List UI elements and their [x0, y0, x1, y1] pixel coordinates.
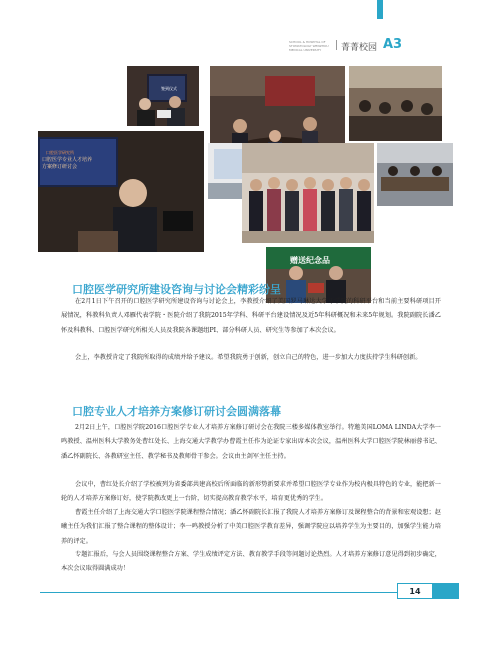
photo-group	[242, 143, 374, 243]
photo-caption-gift: 赠送纪念品	[290, 256, 330, 265]
header-institution-text: SCHOOL & HOSPITAL OF STOMATOLOGY WENZHOU MEDICAL UNIVERSITY	[289, 40, 329, 52]
photo-signing-ceremony-image	[127, 66, 199, 126]
photo-signing-ceremony	[127, 66, 199, 126]
article-2-paragraph-1: 2月2日上午，口腔医学院2016口腔医学专业人才培养方案修订研讨会在我院三楼多媒体教室举行。特邀美国LOMA LINDA大学李一鸣教授、温州医科大学教务处曹红处长、上海交通大学教学办曹霞主任作为论证专家出席本次会议，温州医科大学口腔医学院林丽蓉书记、潘乙怀副院长、各教研室主任、教学秘书及教师骨干参会。会议由主剑军主任主持。	[61, 424, 441, 460]
footer-page-number: 14	[409, 587, 421, 596]
photo-meeting-table-image	[377, 143, 453, 206]
article-2-heading: 口腔专业人才培养方案修订研讨会圆满落幕	[72, 405, 281, 418]
header-section-title: 菁菁校园	[341, 43, 378, 53]
header-accent-tab	[377, 0, 383, 19]
photo-group-image	[242, 143, 374, 243]
header-page-code: A3	[383, 37, 403, 52]
article-2-paragraph-2: 会议中，曹红处长介绍了学校被列为省委部共建高校后所面临的新形势新要求并希望口腔医学专业作为校内极具特色的专业，能把新一轮的人才培养方案修订好，使学院教改更上一台阶，切实提高教育教学水平，培育更优秀的学生。	[61, 481, 441, 503]
footer-rule	[40, 592, 397, 593]
article-1-paragraph-1: 在2月1日下午召开的口腔医学研究所建设咨询与讨论会上，李教授介绍了美国罗马琳达大学牙学院的科研平台和当前主要科研项目开展情况，科教科负责人邓雁代表学院・医院介绍了我院2015年学科、科研平台建设情况及近5年科研概况和未来5年规划。我院副院长潘乙怀及科教科、口腔医学研究所相关人员及我院各课题组PI、部分科研人员、研究生等参加了本次会议。	[61, 298, 441, 334]
photo-meeting-table	[377, 143, 453, 206]
article-1-paragraph-2: 会上，李教授肯定了我院所取得的成绩并给予建议。希望我院勇于创新，创立自己的特色，进一步加大力度扶持学生科研创新。	[75, 354, 422, 361]
photo-caption-seminar: 口腔医学专业人才培养方案修订研讨会	[42, 157, 93, 170]
article-1-heading: 口腔医学研究所建设咨询与讨论会精彩纷呈	[72, 283, 281, 296]
photo-caption-signing: 签到仪式	[161, 86, 177, 91]
header-separator	[336, 40, 337, 50]
photo-caption-institute: 口腔医学研究所	[46, 150, 74, 155]
article-2-paragraph-4: 专题汇报后，与会人员围绕课程整合方案、学生成绩评定方法、教育教学手段等问题讨论热烈。人才培养方案修订意见得到初步确定，本次会议取得圆满成功！	[61, 551, 441, 573]
photo-audience-image	[349, 66, 442, 141]
photo-speaker	[38, 131, 204, 252]
photo-audience	[349, 66, 442, 141]
article-2-paragraph-3: 曹霞主任介绍了上海交通大学口腔医学院课程整合情况；潘乙怀副院长汇报了我院人才培养方案修订及课程整合的背景和宏观设想；赵曦主任为我们汇报了整合课程的整体设计；李一鸣教授分析了中美口腔医学教育差异，强调学院应以培养学生为主要目的，加强学生能力培养的评定。	[61, 509, 441, 545]
